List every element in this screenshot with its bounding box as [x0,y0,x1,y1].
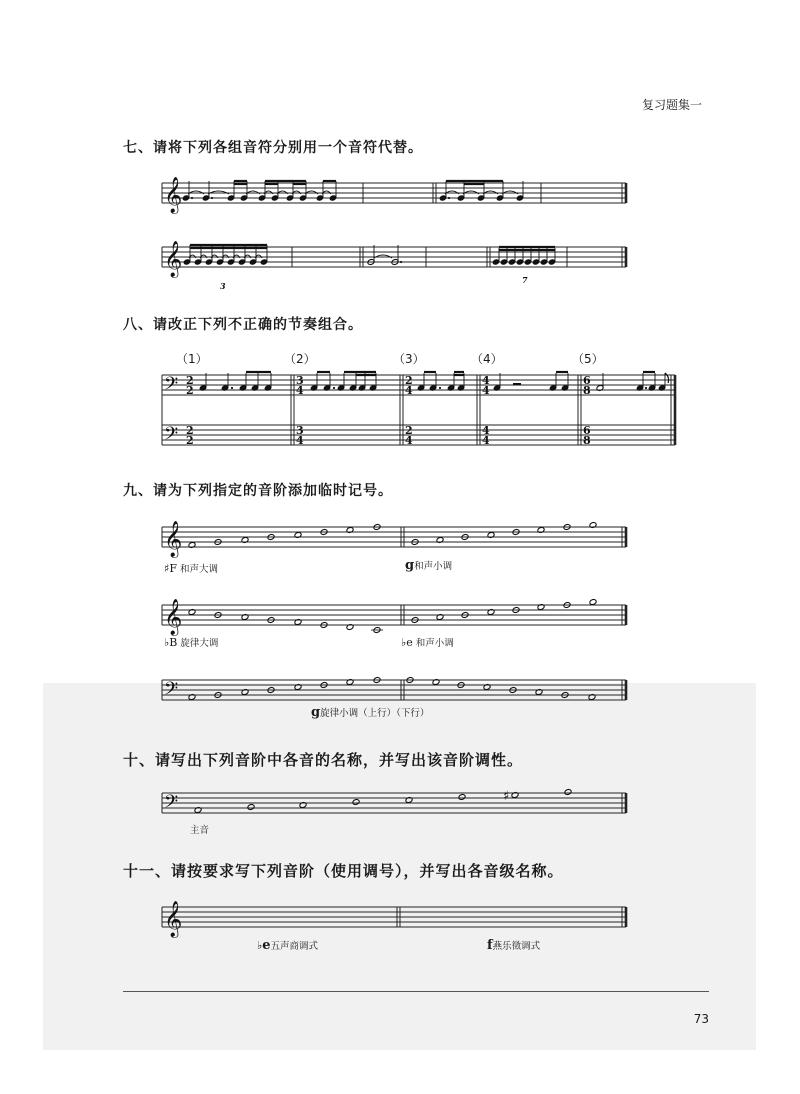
question-7-title: 七、请将下列各组音符分别用一个音符代替。 [123,140,423,156]
scale-notehead [589,599,597,606]
q8-time-sig-lower-2-numerator: 3 [296,424,304,437]
q8-item-1: （1） [176,352,208,366]
dot [400,261,402,263]
q8-time-sig-lower-2-denominator: 4 [296,434,304,447]
q8-time-sig-upper-3-numerator: 2 [405,374,413,387]
scale-notehead [247,804,255,811]
tuplet-7: 7 [522,275,528,285]
treble-clef: 𝄞 [164,177,183,213]
q8-time-sig-lower-5-numerator: 6 [583,424,591,437]
tie [374,255,392,258]
q8-time-sig-upper-4-numerator: 4 [482,374,490,387]
q10-tonic-label: 主音 [190,825,210,836]
bass-clef: 𝄢 [164,424,179,449]
treble-clef: 𝄞 [164,599,183,635]
flag [665,373,669,383]
q8-time-sig-lower-3-denominator: 4 [405,434,413,447]
q8-time-sig-lower-4-denominator: 4 [482,434,490,447]
scale-notehead [564,789,572,796]
q8-item-2: （2） [284,352,316,366]
treble-clef: 𝄞 [164,241,183,277]
q8-time-sig-lower-1-denominator: 2 [186,434,194,447]
q9-label-5: g旋律小调（上行）（下行） [311,705,430,720]
treble-clef: 𝄞 [164,521,183,557]
q11-label-2: f燕乐徵调式 [487,938,541,953]
q9-label-4: ♭e 和声小调 [401,636,454,649]
tie [246,191,260,194]
q8-time-sig-upper-3-denominator: 4 [405,384,413,397]
q8-item-3: （3） [393,352,425,366]
q9-label-3: ♭B 旋律大调 [164,636,219,649]
treble-clef: 𝄞 [164,901,183,937]
tie [502,191,518,194]
q8-time-sig-upper-2-denominator: 4 [296,384,304,397]
q8-time-sig-upper-1-denominator: 2 [186,384,194,397]
bass-clef: 𝄢 [164,679,179,704]
dot [231,387,233,389]
tie [277,191,288,194]
question-10-title: 十、请写出下列音阶中各音的名称，并写出该音阶调性。 [123,751,524,769]
tie [445,191,459,194]
tie [305,191,318,194]
question-9-title: 九、请为下列指定的音阶添加临时记号。 [123,483,393,499]
dot [333,387,335,389]
dot [448,197,450,199]
section-header: 复习题集一 [641,98,702,112]
tie [463,191,479,194]
half-rest [513,383,521,386]
q8-time-sig-lower-4-numerator: 4 [482,424,490,437]
q8-item-5: （5） [572,352,604,366]
q8-time-sig-upper-1-numerator: 2 [186,374,194,387]
dot [191,197,193,199]
scale-notehead [352,799,360,806]
q8-time-sig-lower-1-numerator: 2 [186,424,194,437]
q8-time-sig-lower-5-denominator: 8 [583,434,591,447]
q9-label-2: g和声小调 [405,558,453,573]
bass-clef: 𝄢 [164,374,179,399]
q9-label-1: ♯F 和声大调 [164,562,219,575]
question-11-title: 十一、请按要求写下列音阶（使用调号），并写出各音级名称。 [123,862,564,880]
dot [439,387,441,389]
q11-label-1: ♭e五声商调式 [257,938,318,953]
bass-clef: 𝄢 [164,792,179,817]
q8-time-sig-upper-5-denominator: 8 [583,384,591,397]
q8-time-sig-lower-3-numerator: 2 [405,424,413,437]
q8-time-sig-upper-4-denominator: 4 [482,384,490,397]
dot [645,387,647,389]
tuplet-3: 3 [220,281,226,291]
tie [208,191,229,194]
question-8-title: 八、请改正下列不正确的节奏组合。 [123,317,363,333]
q8-item-4: （4） [471,352,503,366]
sharp-accidental: ♯ [503,789,510,804]
tie [188,191,204,194]
tie [483,191,498,194]
dot [211,197,213,199]
scale-notehead [458,794,466,801]
q8-time-sig-upper-5-numerator: 6 [583,374,591,387]
q8-time-sig-upper-2-numerator: 3 [296,374,304,387]
page-number: 73 [693,1012,709,1026]
